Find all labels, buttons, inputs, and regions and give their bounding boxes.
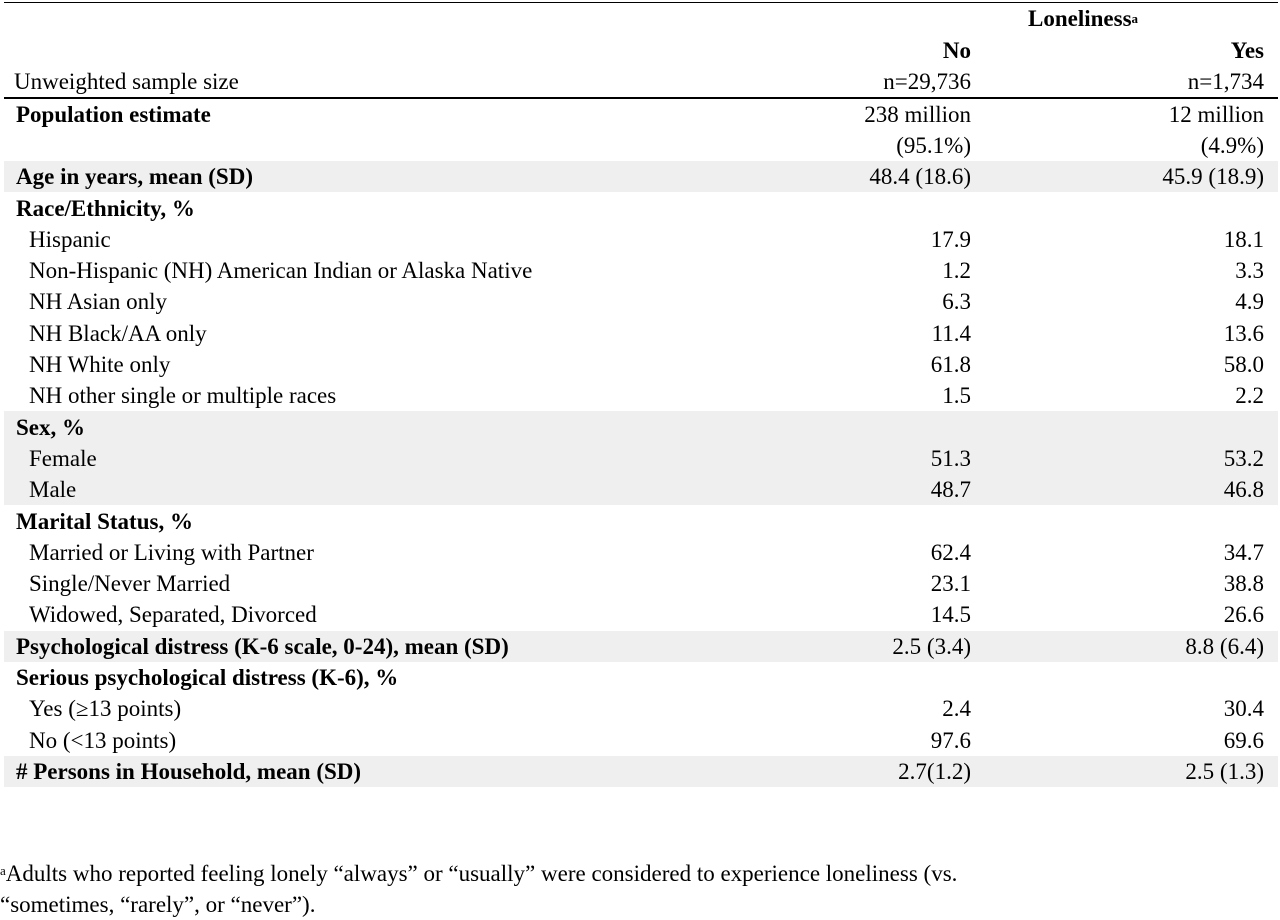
characteristics-table [4,2,1278,787]
column-header-row [4,35,1278,66]
table-row: NH White only 61.8 58.0 [29,352,1264,378]
table-row: Yes (≥13 points) 2.4 30.4 [29,696,1264,722]
table-row: NH Asian only 6.3 4.9 [29,289,1264,315]
table-row: Serious psychological distress (K-6), % [16,664,399,690]
table-row: # Persons in Household, mean (SD) 2.7(1.2) 2.5 (1.3) [4,756,1278,787]
footnote-text-1: Adults who reported feeling lonely “always” or “usually” were considered to experience loneliness (vs. [5,861,958,886]
table-row: Hispanic 17.9 18.1 [29,226,1264,252]
group-superscript: a [1131,11,1139,26]
table-row: Age in years, mean (SD) 48.4 (18.6) 45.9 (18.9) [4,161,1278,192]
table-row: NH Black/AA only 11.4 13.6 [29,320,1264,346]
table-footnote [0,855,1270,920]
group-header [4,3,1278,35]
table-row: Marital Status, % [16,508,193,534]
table-row: NH other single or multiple races 1.5 2.2 [29,383,1264,409]
table-row: (95.1%) (4.9%) [896,132,1264,158]
column-header-yes: Yes [1230,38,1264,63]
column-header-no: No [942,38,971,63]
sample-size-no: n=29,736 [883,69,971,94]
table-row: Population estimate 238 million 12 million [16,101,1264,127]
sample-size-yes: n=1,734 [1187,69,1264,94]
table-row: Non-Hispanic (NH) American Indian or Alaska Native 1.2 3.3 [29,258,1264,284]
table-row: Female 51.3 53.2 [4,443,1278,474]
sample-size-row [4,66,1278,97]
table-row: Sex, % [4,411,1278,442]
footnote-line-1 [0,855,1270,889]
table-row: Psychological distress (K-6 scale, 0-24), mean (SD) 2.5 (3.4) 8.8 (6.4) [4,631,1278,662]
group-title: Loneliness [1028,6,1132,31]
footnote-line-2: “sometimes, “rarely”, or “never”). [0,892,316,917]
table-body [4,99,1278,788]
table-row: Married or Living with Partner 62.4 34.7 [29,539,1264,565]
footnote-marker: a [0,863,6,878]
table-row: Male 48.7 46.8 [4,474,1278,505]
table-row: No (<13 points) 97.6 69.6 [29,727,1264,753]
sample-size-label: Unweighted sample size [14,69,239,94]
table-row: Widowed, Separated, Divorced 14.5 26.6 [29,602,1264,628]
table-row: Single/Never Married 23.1 38.8 [29,571,1264,597]
table-row: Race/Ethnicity, % [16,195,195,221]
